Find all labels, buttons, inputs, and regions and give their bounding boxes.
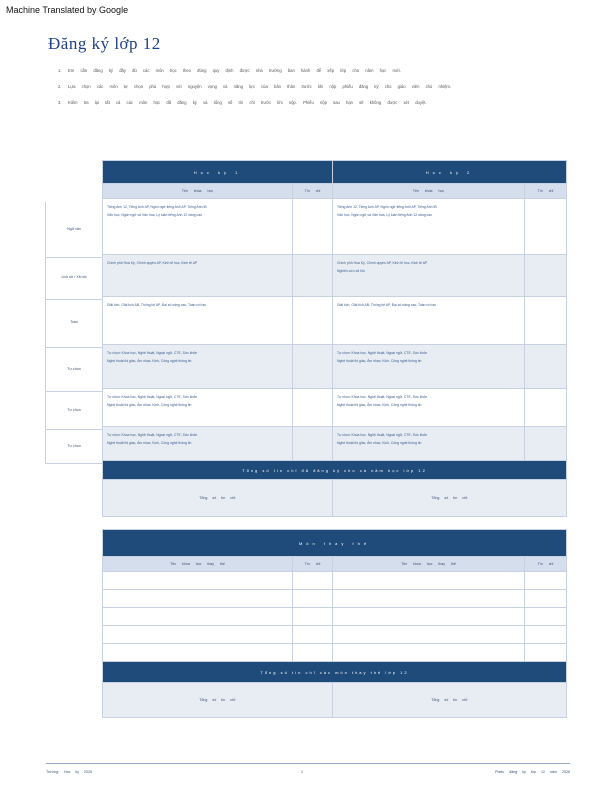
credit-cell[interactable] (293, 255, 333, 297)
credit-cell[interactable] (293, 199, 333, 255)
table-row (103, 608, 567, 626)
subject-label: Tự chọn (45, 348, 102, 392)
alt-course-cell[interactable] (103, 572, 293, 590)
col-credit: Tín chỉ (525, 184, 567, 199)
credit-cell[interactable] (525, 608, 567, 626)
total-credits-row (103, 480, 567, 517)
total-credits-header: Tổng số tín chỉ đã đăng ký cho cả năm học lớp 12 (103, 461, 567, 480)
subject-label: Tự chọn (45, 392, 102, 430)
credit-cell[interactable] (293, 297, 333, 345)
col-credit: Tín chỉ (293, 184, 333, 199)
table-row (103, 626, 567, 644)
alternate-courses-table (102, 529, 567, 718)
col-course-name: Tên khóa học (333, 184, 525, 199)
credit-cell[interactable] (293, 608, 333, 626)
course-cell[interactable]: Tự chọn: Khoa học, Nghệ thuật, Ngoại ngữ, CTE, Sức khỏe Nghệ thuật thị giác, Âm nhạc, Kịch, Công nghệ thông tin (333, 345, 525, 389)
credit-cell[interactable] (525, 345, 567, 389)
course-cell[interactable]: Tự chọn: Khoa học, Nghệ thuật, Ngoại ngữ, CTE, Sức khỏe Nghệ thuật thị giác, Âm nhạc, Kịch, Công nghệ thông tin (103, 427, 293, 461)
table-row (103, 427, 567, 461)
table-row (103, 199, 567, 255)
course-cell[interactable]: Tự chọn: Khoa học, Nghệ thuật, Ngoại ngữ, CTE, Sức khỏe Nghệ thuật thị giác, Âm nhạc, Kịch, Công nghệ thông tin (333, 427, 525, 461)
course-cell[interactable]: Tiếng Anh 12, Tiếng Anh AP, Ngôn ngữ tiếng Anh AP, Tiếng Anh IB Văn học, Ngôn ngữ và Văn hóa, Lý luận tiếng Anh 12 nâng cao (333, 199, 525, 255)
course-cell[interactable]: Giải tích, Giải tích AB, Thống kê AP, Đại số nâng cao, Toán rời rạc (333, 297, 525, 345)
credit-cell[interactable] (293, 427, 333, 461)
credit-cell[interactable] (293, 345, 333, 389)
col-credit: Tín chỉ (293, 557, 333, 572)
subject-label: Ngữ văn (45, 202, 102, 258)
alt-total-s1[interactable]: Tổng số tín chỉ: (103, 683, 333, 718)
table-row (103, 389, 567, 427)
alt-course-cell[interactable] (333, 644, 525, 662)
footer-right: Phiếu đăng ký lớp 12 năm 2026 (495, 770, 570, 774)
subject-label: Lịch sử / Xã hội (45, 258, 102, 300)
credit-cell[interactable] (525, 626, 567, 644)
total-credits-s2[interactable]: Tổng số tín chỉ: (333, 480, 567, 517)
instruction-item: 3. Kiểm tra lại tất cả các môn học đã đăng ký và tổng số tín chỉ trước khi nộp. Phiếu nộp sau hạn sẽ không được xét duyệt. (58, 100, 427, 105)
credit-cell[interactable] (525, 427, 567, 461)
alt-course-cell[interactable] (103, 608, 293, 626)
credit-cell[interactable] (525, 297, 567, 345)
table-row (103, 590, 567, 608)
alt-total-row (103, 683, 567, 718)
course-cell[interactable]: Tự chọn: Khoa học, Nghệ thuật, Ngoại ngữ, CTE, Sức khỏe Nghệ thuật thị giác, Âm nhạc, Kịch, Công nghệ thông tin (103, 389, 293, 427)
alt-course-cell[interactable] (103, 644, 293, 662)
course-cell[interactable]: Tự chọn: Khoa học, Nghệ thuật, Ngoại ngữ, CTE, Sức khỏe Nghệ thuật thị giác, Âm nhạc, Kịch, Công nghệ thông tin (333, 389, 525, 427)
alt-course-cell[interactable] (333, 626, 525, 644)
table-row (103, 255, 567, 297)
alt-total-header: Tổng số tín chỉ các môn thay thế lớp 12 (103, 662, 567, 683)
course-cell[interactable]: Tiếng Anh 12, Tiếng Anh AP, Ngôn ngữ tiếng Anh AP, Tiếng Anh IB Văn học, Ngôn ngữ và Văn hóa, Lý luận tiếng Anh 12 nâng cao (103, 199, 293, 255)
credit-cell[interactable] (525, 389, 567, 427)
table-row (103, 572, 567, 590)
subject-label: Tự chọn (45, 430, 102, 464)
credit-cell[interactable] (525, 572, 567, 590)
semester-1-header: Học kỳ 1 (103, 161, 333, 184)
table-row (103, 297, 567, 345)
course-cell[interactable]: Tự chọn: Khoa học, Nghệ thuật, Ngoại ngữ, CTE, Sức khỏe Nghệ thuật thị giác, Âm nhạc, Kịch, Công nghệ thông tin (103, 345, 293, 389)
col-course-name: Tên khóa học (103, 184, 293, 199)
footer-left: Trường: Học kỳ 2025 (46, 770, 92, 774)
table-row (103, 644, 567, 662)
credit-cell[interactable] (293, 626, 333, 644)
alt-course-cell[interactable] (333, 572, 525, 590)
col-alt-course: Tên khóa học thay thế (333, 557, 525, 572)
credit-cell[interactable] (525, 590, 567, 608)
alt-course-cell[interactable] (103, 590, 293, 608)
col-alt-course: Tên khóa học thay thế (103, 557, 293, 572)
course-cell[interactable]: Giải tích, Giải tích AB, Thống kê AP, Đại số nâng cao, Toán rời rạc (103, 297, 293, 345)
course-cell[interactable]: Chính phủ Hoa Kỳ, Chính quyền AP, Kinh tế học, Kinh tế AP (103, 255, 293, 297)
instruction-item: 1. Em cần đăng ký đầy đủ các môn học theo đúng quy định được nhà trường ban hành để xếp lớp cho năm học mới. (58, 68, 401, 73)
page-title: Đăng ký lớp 12 (48, 34, 161, 53)
credit-cell[interactable] (525, 199, 567, 255)
credit-cell[interactable] (525, 644, 567, 662)
table-row (103, 345, 567, 389)
course-cell[interactable]: Chính phủ Hoa Kỳ, Chính quyền AP, Kinh tế học, Kinh tế AP Nghiên cứu xã hội (333, 255, 525, 297)
col-credit: Tín chỉ (525, 557, 567, 572)
alternate-header: Môn thay thế (103, 530, 567, 557)
course-registration-table (102, 160, 567, 517)
credit-cell[interactable] (293, 572, 333, 590)
alt-course-cell[interactable] (103, 626, 293, 644)
credit-cell[interactable] (525, 255, 567, 297)
instructions-list (58, 68, 528, 116)
instruction-item: 2. Lựa chọn các môn tự chọn phù hợp với nguyện vọng và năng lực của bản thân trước khi nộp phiếu đăng ký cho giáo viên chủ nhiệm. (58, 84, 452, 89)
semester-2-header: Học kỳ 2 (333, 161, 567, 184)
alt-course-cell[interactable] (333, 608, 525, 626)
alt-course-cell[interactable] (333, 590, 525, 608)
page-number: 1 (301, 770, 303, 774)
alt-total-s2[interactable]: Tổng số tín chỉ: (333, 683, 567, 718)
credit-cell[interactable] (293, 590, 333, 608)
total-credits-s1[interactable]: Tổng số tín chỉ: (103, 480, 333, 517)
page-footer (46, 763, 570, 774)
machine-translation-banner: Machine Translated by Google (6, 5, 129, 15)
credit-cell[interactable] (293, 644, 333, 662)
subject-label: Toán (45, 300, 102, 348)
credit-cell[interactable] (293, 389, 333, 427)
